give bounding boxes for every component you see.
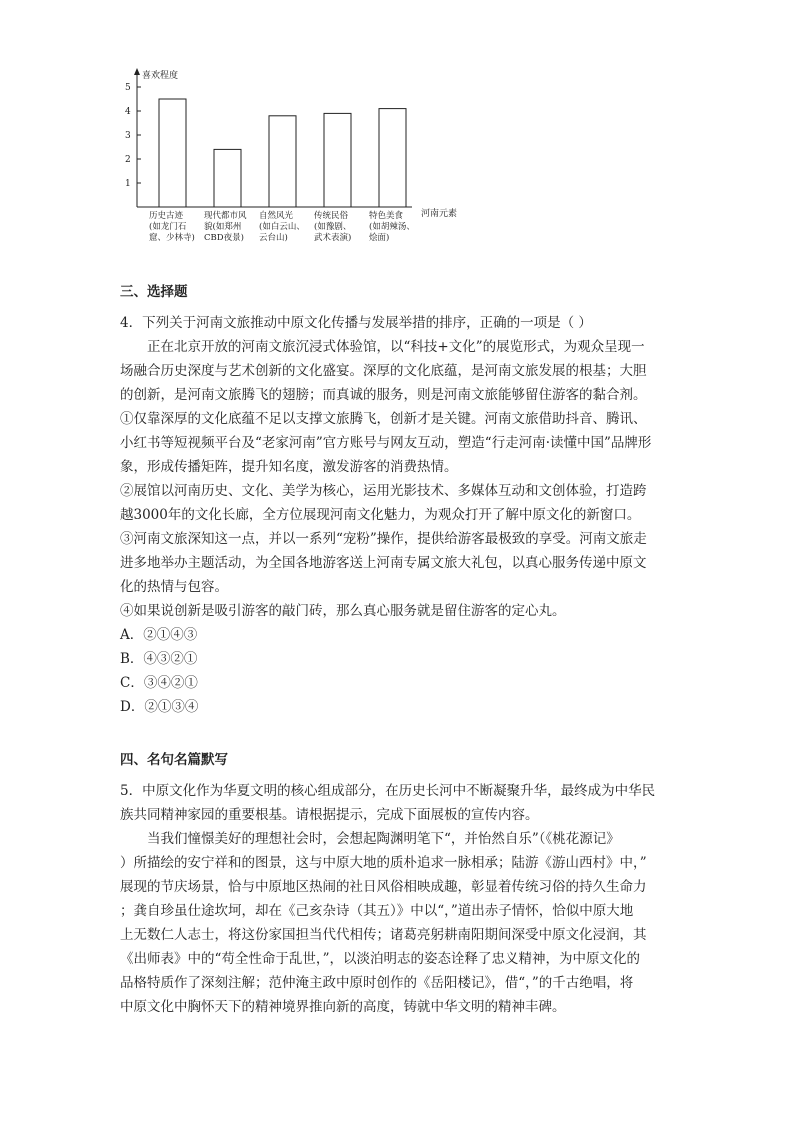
passage-line: 场融合历史深度与艺术创新的文化盛宴。深厚的文化底蕴，是河南文旅发展的根基；大胆: [120, 363, 647, 379]
x-category-label: 传统民俗(如豫剧、武术表演): [314, 211, 352, 243]
question-5-stem: 5．中原文化作为华夏文明的核心组成部分，在历史长河中不断凝聚升华，最终成为中华民: [120, 783, 656, 799]
passage-line: 正在北京开放的河南文旅沉浸式体验馆，以“科技+文化”的展览形式，为观众呈现一: [147, 339, 645, 355]
dictation-passage-line: 当我们憧憬美好的理想社会时，会想起陶渊明笔下“，并怡然自乐”（《桃花源记》: [147, 831, 620, 847]
y-tick-label: 4: [125, 107, 131, 117]
bar: [214, 149, 241, 207]
sentence-3: 进多地举办主题活动，为全国各地游客送上河南专属文旅大礼包，以真心服务传递中原文: [120, 555, 647, 571]
dictation-passage-line: ）所描绘的安宁祥和的图景，这与中原大地的质朴追求一脉相承；陆游《游山西村》中，”: [120, 855, 647, 871]
sentence-1: 象，形成传播矩阵，提升知名度，激发游客的消费热情。: [120, 459, 458, 475]
sentence-2: 越3000年的文化长廊，全方位展现河南文化魅力，为观众打开了解中原文化的新窗口。: [120, 507, 641, 523]
dictation-passage-line: 《出师表》中的“苟全性命于乱世，”，以淡泊明志的姿态诠释了忠义精神，为中原文化的: [120, 951, 641, 967]
y-tick-label: 5: [125, 83, 131, 93]
dictation-passage-line: 中原文化中胸怀天下的精神境界推向新的高度，铸就中华文明的精神丰碑。: [120, 999, 566, 1015]
sentence-3: ③河南文旅深知这一点，并以一系列“宠粉”操作，提供给游客最极致的享受。河南文旅走: [120, 531, 647, 547]
option-a[interactable]: A．②①④③: [120, 627, 198, 643]
question-5-stem: 族共同精神家园的重要根基。请根据提示，完成下面展板的宣传内容。: [120, 807, 539, 823]
sentence-3: 化的热情与包容。: [120, 579, 228, 595]
bar-chart: [110, 62, 470, 252]
bar: [159, 99, 186, 207]
bar: [324, 113, 351, 207]
option-c[interactable]: C．③④②①: [120, 675, 198, 691]
sentence-2: ②展馆以河南历史、文化、美学为核心，运用光影技术、多媒体互动和文创体验，打造跨: [120, 483, 647, 499]
question-4-stem: 4．下列关于河南文旅推动中原文化传播与发展举措的排序，正确的一项是（ ）: [120, 315, 592, 331]
sentence-1: 小红书等短视频平台及“老家河南”官方账号与网友互动，塑造“行走河南·读懂中国”品牌形: [120, 435, 652, 451]
passage-line: 的创新，是河南文旅腾飞的翅膀；而真诚的服务，则是河南文旅能够留住游客的黏合剂。: [120, 387, 647, 403]
y-tick-label: 2: [125, 155, 131, 165]
dictation-passage-line: 上无数仁人志士，将这份家国担当代代相传；诸葛亮躬耕南阳期间深受中原文化浸润，其: [120, 927, 647, 943]
x-axis-label: 河南元素: [421, 209, 458, 219]
dictation-passage-line: 展现的节庆场景，恰与中原地区热闹的社日风俗相映成趣，彰显着传统习俗的持久生命力: [120, 879, 647, 895]
sentence-1: ①仅靠深厚的文化底蕴不足以支撑文旅腾飞，创新才是关键。河南文旅借助抖音、腾讯、: [120, 411, 647, 427]
dictation-passage-line: 品格特质作了深刻注解；范仲淹主政中原时创作的《岳阳楼记》，借“，”的千古绝唱，将: [120, 975, 634, 991]
x-category-label: 现代都市风貌(如郑州 CBD夜景): [204, 211, 247, 243]
dictation-passage-line: ；龚自珍虽仕途坎坷，却在《己亥杂诗（其五）》中以“，”道出赤子情怀，恰似中原大地: [120, 903, 634, 919]
y-tick-label: 1: [125, 179, 131, 189]
bar: [379, 109, 406, 207]
section-3-title: 三、选择题: [120, 284, 188, 300]
y-axis-label: 喜欢程度: [142, 71, 179, 81]
bar: [269, 116, 296, 207]
section-4-title: 四、名句名篇默写: [120, 752, 228, 768]
option-d[interactable]: D．②①③④: [120, 699, 199, 715]
sentence-4: ④如果说创新是吸引游客的敲门砖，那么真心服务就是留住游客的定心丸。: [120, 603, 566, 619]
y-tick-label: 3: [125, 131, 131, 141]
x-category-label: 历史古迹(如龙门石窟、少林寺): [149, 211, 195, 243]
x-category-label: 自然风光(如白云山、云台山): [259, 211, 305, 243]
option-b[interactable]: B．④③②①: [120, 651, 198, 667]
x-category-label: 特色美食(如胡辣汤、烩面): [369, 211, 415, 243]
